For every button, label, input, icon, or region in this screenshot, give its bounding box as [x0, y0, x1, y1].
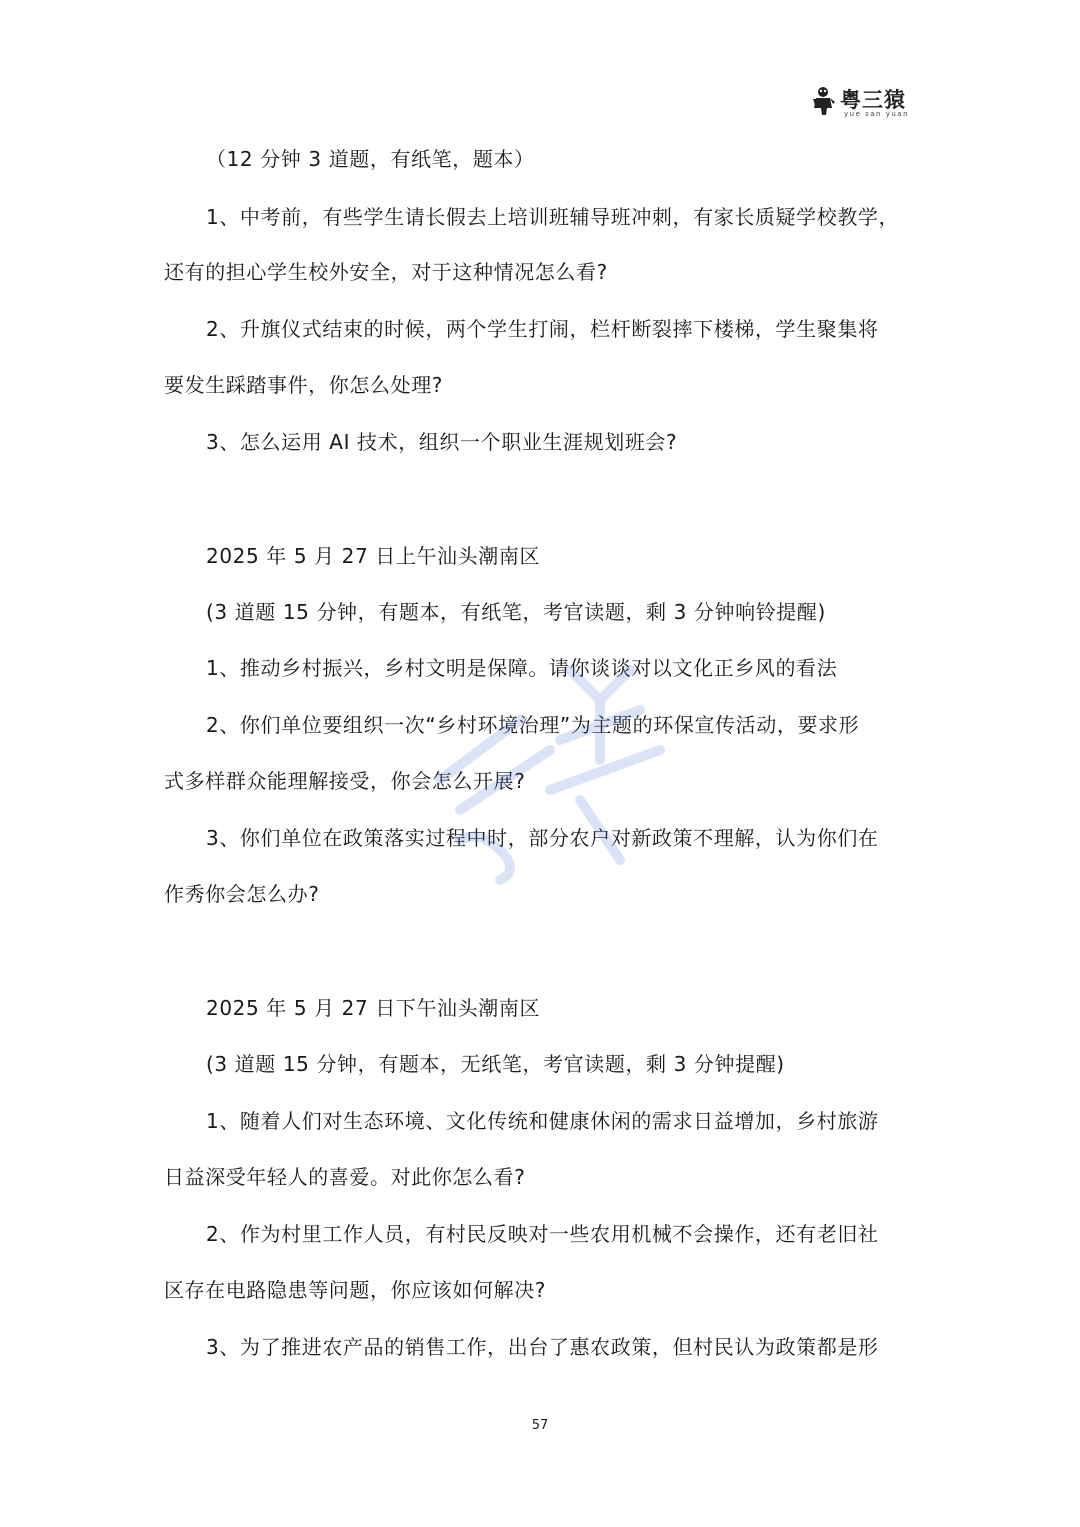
brand-logo	[810, 84, 910, 120]
question-line: 1、中考前，有些学生请长假去上培训班辅导班冲刺，有家长质疑学校教学，	[206, 205, 900, 229]
question-line: 要发生踩踏事件，你怎么处理?	[164, 373, 444, 397]
page-number: 57	[531, 1418, 549, 1433]
question-line: 2、升旗仪式结束的时候，两个学生打闹，栏杆断裂摔下楼梯，学生聚集将	[206, 317, 879, 341]
section-note: (3 道题 15 分钟，有题本，有纸笔，考官读题，剩 3 分钟响铃提醒)	[206, 600, 826, 624]
section-heading: 2025 年 5 月 27 日上午汕头潮南区	[206, 544, 541, 568]
question-line: 3、怎么运用 AI 技术，组织一个职业生涯规划班会?	[206, 430, 678, 454]
section-heading: 2025 年 5 月 27 日下午汕头潮南区	[206, 996, 541, 1020]
question-line: 1、随着人们对生态环境、文化传统和健康休闲的需求日益增加，乡村旅游	[206, 1109, 879, 1133]
question-line: 区存在电路隐患等问题，你应该如何解决?	[164, 1278, 547, 1302]
question-line: 2、作为村里工作人员，有村民反映对一些农用机械不会操作，还有老旧社	[206, 1222, 879, 1246]
question-line: 2、你们单位要组织一次“乡村环境治理”为主题的环保宣传活动，要求形	[206, 713, 860, 737]
question-line: 日益深受年轻人的喜爱。对此你怎么看?	[164, 1165, 526, 1189]
logo-text: 粤三猿	[840, 88, 906, 112]
section-note: （12 分钟 3 道题，有纸笔，题本）	[206, 147, 535, 171]
question-line: 1、推动乡村振兴，乡村文明是保障。请你谈谈对以文化正乡风的看法	[206, 656, 838, 680]
question-line: 还有的担心学生校外安全，对于这种情况怎么看?	[164, 260, 608, 284]
question-line: 作秀你会怎么办?	[164, 882, 320, 906]
section-note: (3 道题 15 分钟，有题本，无纸笔，考官读题，剩 3 分钟提醒)	[206, 1052, 785, 1076]
monkey-logo-icon	[810, 86, 836, 116]
question-line: 式多样群众能理解接受，你会怎么开展?	[164, 769, 526, 793]
question-line: 3、你们单位在政策落实过程中时，部分农户对新政策不理解，认为你们在	[206, 826, 879, 850]
logo-subtitle: yue san yuan	[844, 110, 910, 118]
question-line: 3、为了推进农产品的销售工作，出台了惠农政策，但村民认为政策都是形	[206, 1335, 879, 1359]
